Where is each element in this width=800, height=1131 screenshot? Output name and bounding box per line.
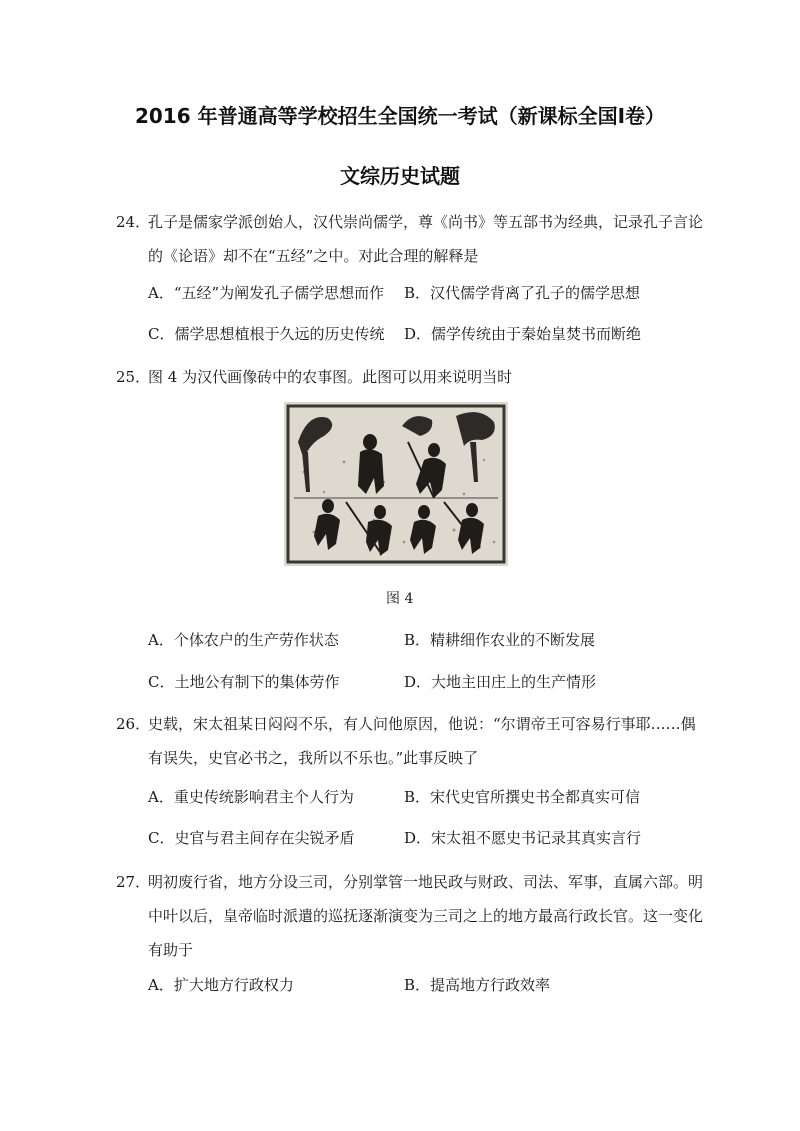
question-number: 24． xyxy=(116,213,151,231)
question-stem: 明初废行省，地方分设三司，分别掌管一地民政与财政、司法、军事，直属六部。明中叶以后，皇帝临时派遣的巡抚逐渐演变为三司之上的地方最高行政长官。这一变化有助于 xyxy=(148,873,704,959)
question-stem: 史载，宋太祖某日闷闷不乐，有人问他原因，他说：“尔谓帝王可容易行事耶……偶有误失，史官必书之，我所以不乐也。”此事反映了 xyxy=(148,715,696,767)
question-number: 27． xyxy=(116,873,151,891)
question-24 xyxy=(116,205,706,273)
question-25 xyxy=(116,360,706,394)
page-subtitle: 文综历史试题 xyxy=(340,164,460,188)
option-a: A．重史传统影响君主个人行为 xyxy=(148,788,354,806)
option-d: D．宋太祖不愿史书记录其真实言行 xyxy=(404,829,642,847)
option-a: A．个体农户的生产劳作状态 xyxy=(148,631,339,649)
question-number: 26． xyxy=(116,715,151,733)
option-d: D．儒学传统由于秦始皇焚书而断绝 xyxy=(404,325,642,343)
page-title: 2016 年普通高等学校招生全国统一考试（新课标全国Ⅰ卷） xyxy=(134,104,666,128)
question-number: 25． xyxy=(116,368,151,386)
option-c: C．史官与君主间存在尖锐矛盾 xyxy=(148,829,355,847)
question-stem: 孔子是儒家学派创始人，汉代崇尚儒学，尊《尚书》等五部书为经典，记录孔子言论的《论语》却不在“五经”之中。对此合理的解释是 xyxy=(148,213,704,265)
han-brick-farming-figure xyxy=(284,402,508,566)
option-a: A．“五经”为阐发孔子儒学思想而作 xyxy=(148,284,385,302)
question-27 xyxy=(116,865,706,967)
option-b: B．汉代儒学背离了孔子的儒学思想 xyxy=(404,284,641,302)
option-b: B．宋代史官所撰史书全都真实可信 xyxy=(404,788,641,806)
farming-scene-image xyxy=(284,402,508,566)
question-stem: 图 4 为汉代画像砖中的农事图。此图可以用来说明当时 xyxy=(148,368,513,386)
option-a: A．扩大地方行政权力 xyxy=(148,976,294,994)
figure-caption: 图 4 xyxy=(386,591,414,607)
question-26 xyxy=(116,707,706,775)
option-b: B．精耕细作农业的不断发展 xyxy=(404,631,596,649)
option-c: C．儒学思想植根于久远的历史传统 xyxy=(148,325,385,343)
option-c: C．土地公有制下的集体劳作 xyxy=(148,673,340,691)
option-b: B．提高地方行政效率 xyxy=(404,976,551,994)
option-d: D．大地主田庄上的生产情形 xyxy=(404,673,597,691)
